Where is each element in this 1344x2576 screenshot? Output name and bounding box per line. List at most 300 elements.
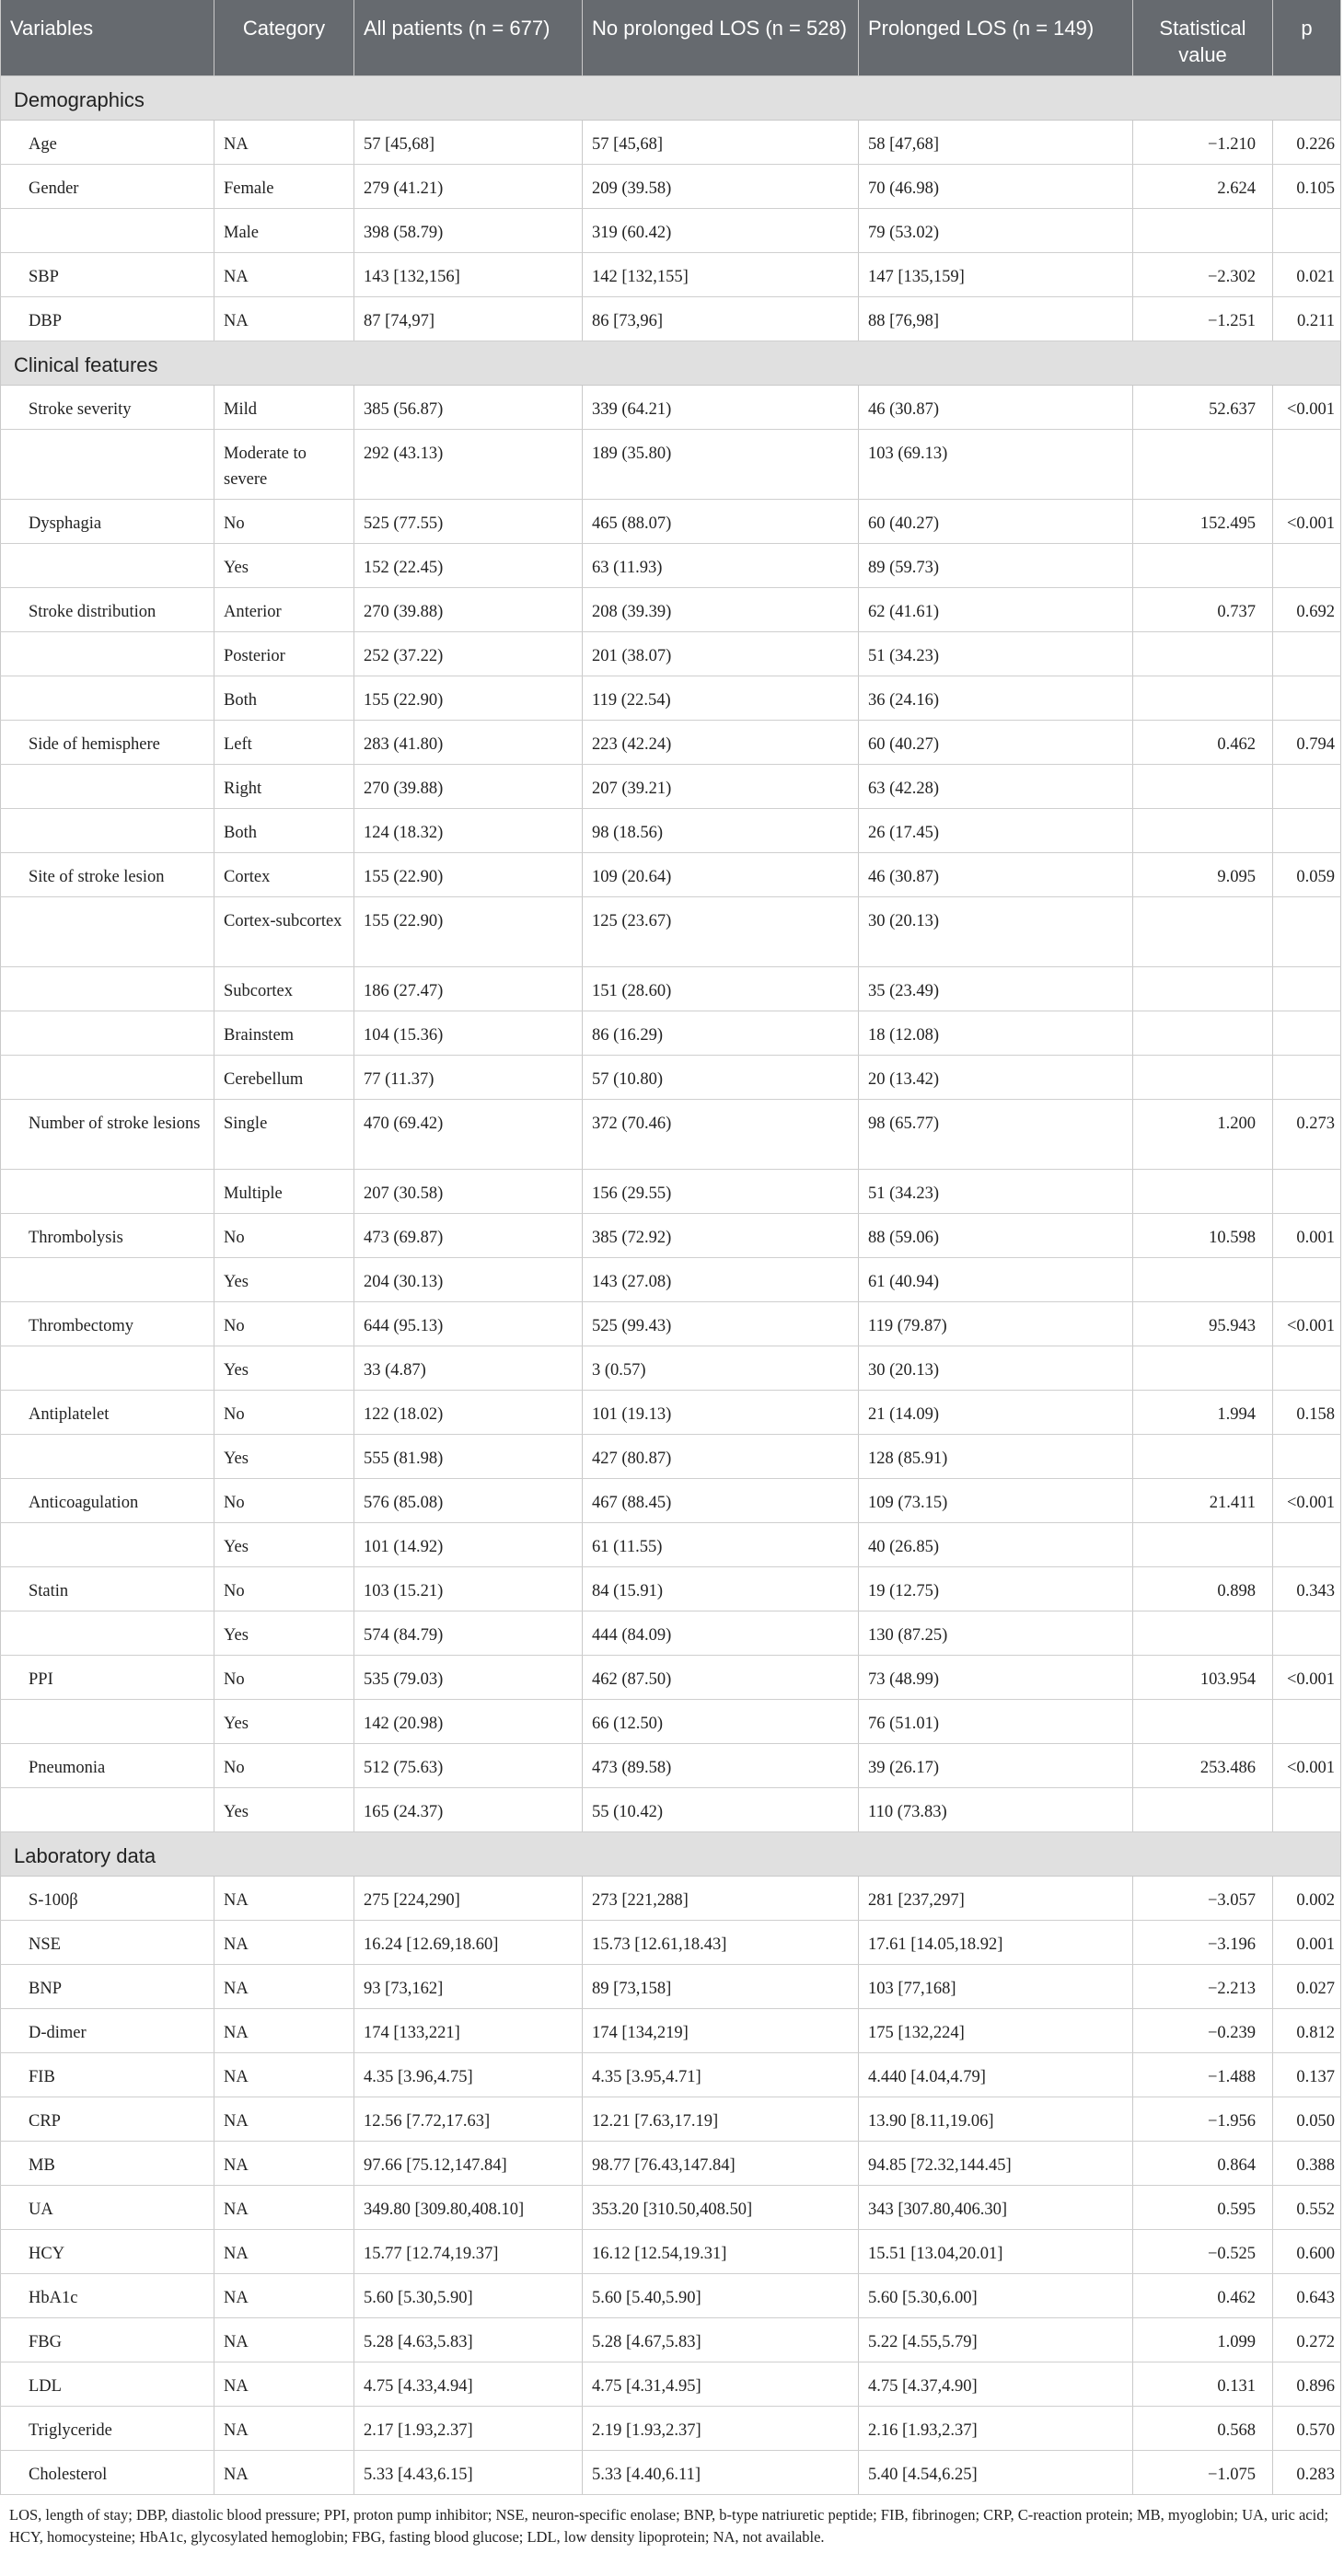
p-value-cell: 0.226: [1273, 121, 1341, 165]
p-value-cell: <0.001: [1273, 1479, 1341, 1523]
table-row: [1, 721, 1341, 765]
all-patients-cell: 104 (15.36): [354, 1011, 583, 1056]
prolonged-los-cell: 147 [135,159]: [859, 253, 1133, 297]
table-row: [1, 2451, 1341, 2495]
p-value-cell: 0.643: [1273, 2274, 1341, 2318]
all-patients-cell: 252 (37.22): [354, 632, 583, 676]
statistical-value-cell: [1133, 1011, 1273, 1056]
no-prolonged-los-cell: 16.12 [12.54,19.31]: [583, 2230, 859, 2274]
prolonged-los-cell: 94.85 [72.32,144.45]: [859, 2142, 1133, 2186]
table-row: [1, 1611, 1341, 1656]
variable-cell: [1, 1700, 214, 1744]
variable-cell: Dysphagia: [1, 500, 214, 544]
category-cell: No: [214, 1656, 354, 1700]
p-value-cell: [1273, 1011, 1341, 1056]
p-value-cell: [1273, 1611, 1341, 1656]
prolonged-los-cell: 88 (59.06): [859, 1214, 1133, 1258]
prolonged-los-cell: 119 (79.87): [859, 1302, 1133, 1346]
statistical-value-cell: 0.864: [1133, 2142, 1273, 2186]
variable-cell: NSE: [1, 1921, 214, 1965]
prolonged-los-cell: 19 (12.75): [859, 1567, 1133, 1611]
p-value-cell: [1273, 897, 1341, 967]
variable-cell: Stroke severity: [1, 386, 214, 430]
header-statistical-value: Statistical value: [1133, 0, 1273, 76]
p-value-cell: 0.896: [1273, 2362, 1341, 2407]
all-patients-cell: 576 (85.08): [354, 1479, 583, 1523]
prolonged-los-cell: 130 (87.25): [859, 1611, 1133, 1656]
prolonged-los-cell: 39 (26.17): [859, 1744, 1133, 1788]
statistical-value-cell: [1133, 897, 1273, 967]
p-value-cell: [1273, 544, 1341, 588]
category-cell: NA: [214, 2142, 354, 2186]
variable-cell: Triglyceride: [1, 2407, 214, 2451]
category-cell: Yes: [214, 544, 354, 588]
category-cell: NA: [214, 1921, 354, 1965]
prolonged-los-cell: 73 (48.99): [859, 1656, 1133, 1700]
category-cell: No: [214, 1302, 354, 1346]
all-patients-cell: 155 (22.90): [354, 853, 583, 897]
table-row: [1, 2230, 1341, 2274]
table-row: [1, 853, 1341, 897]
variable-cell: [1, 897, 214, 967]
p-value-cell: 0.570: [1273, 2407, 1341, 2451]
prolonged-los-cell: 36 (24.16): [859, 676, 1133, 721]
p-value-cell: [1273, 1700, 1341, 1744]
all-patients-cell: 93 [73,162]: [354, 1965, 583, 2009]
no-prolonged-los-cell: 174 [134,219]: [583, 2009, 859, 2053]
category-cell: Yes: [214, 1346, 354, 1391]
statistical-value-cell: 1.099: [1133, 2318, 1273, 2362]
table-row: [1, 1523, 1341, 1567]
no-prolonged-los-cell: 473 (89.58): [583, 1744, 859, 1788]
category-cell: NA: [214, 2230, 354, 2274]
prolonged-los-cell: 5.60 [5.30,6.00]: [859, 2274, 1133, 2318]
variable-cell: SBP: [1, 253, 214, 297]
category-cell: Both: [214, 676, 354, 721]
prolonged-los-cell: 30 (20.13): [859, 897, 1133, 967]
no-prolonged-los-cell: 462 (87.50): [583, 1656, 859, 1700]
all-patients-cell: 4.75 [4.33,4.94]: [354, 2362, 583, 2407]
no-prolonged-los-cell: 385 (72.92): [583, 1214, 859, 1258]
header-p-value: p: [1273, 0, 1341, 76]
p-value-cell: [1273, 1435, 1341, 1479]
all-patients-cell: 155 (22.90): [354, 897, 583, 967]
p-value-cell: 0.211: [1273, 297, 1341, 341]
table-row: [1, 1258, 1341, 1302]
prolonged-los-cell: 175 [132,224]: [859, 2009, 1133, 2053]
statistical-value-cell: 0.568: [1133, 2407, 1273, 2451]
prolonged-los-cell: 15.51 [13.04,20.01]: [859, 2230, 1133, 2274]
variable-cell: [1, 809, 214, 853]
statistical-value-cell: [1133, 967, 1273, 1011]
statistical-value-cell: −0.239: [1133, 2009, 1273, 2053]
category-cell: Moderate to severe: [214, 430, 354, 500]
prolonged-los-cell: 128 (85.91): [859, 1435, 1133, 1479]
all-patients-cell: 275 [224,290]: [354, 1877, 583, 1921]
prolonged-los-cell: 51 (34.23): [859, 632, 1133, 676]
all-patients-cell: 5.33 [4.43,6.15]: [354, 2451, 583, 2495]
table-header-row: [1, 0, 1341, 76]
p-value-cell: 0.283: [1273, 2451, 1341, 2495]
category-cell: No: [214, 1744, 354, 1788]
p-value-cell: [1273, 1346, 1341, 1391]
all-patients-cell: 122 (18.02): [354, 1391, 583, 1435]
header-category: Category: [214, 0, 354, 76]
all-patients-cell: 103 (15.21): [354, 1567, 583, 1611]
variable-cell: Cholesterol: [1, 2451, 214, 2495]
statistical-value-cell: 0.595: [1133, 2186, 1273, 2230]
p-value-cell: 0.273: [1273, 1100, 1341, 1170]
section-title: Demographics: [1, 76, 1341, 121]
prolonged-los-cell: 18 (12.08): [859, 1011, 1133, 1056]
p-value-cell: [1273, 967, 1341, 1011]
statistical-value-cell: [1133, 1523, 1273, 1567]
prolonged-los-cell: 17.61 [14.05,18.92]: [859, 1921, 1133, 1965]
statistical-value-cell: −1.210: [1133, 121, 1273, 165]
category-cell: Yes: [214, 1523, 354, 1567]
table-row: [1, 1302, 1341, 1346]
statistical-value-cell: 0.898: [1133, 1567, 1273, 1611]
header-variables: Variables: [1, 0, 214, 76]
category-cell: No: [214, 1479, 354, 1523]
table-row: [1, 544, 1341, 588]
header-no-prolonged-los: No prolonged LOS (n = 528): [583, 0, 859, 76]
no-prolonged-los-cell: 119 (22.54): [583, 676, 859, 721]
variable-cell: [1, 676, 214, 721]
variable-cell: [1, 544, 214, 588]
p-value-cell: [1273, 1523, 1341, 1567]
no-prolonged-los-cell: 125 (23.67): [583, 897, 859, 967]
no-prolonged-los-cell: 427 (80.87): [583, 1435, 859, 1479]
category-cell: Subcortex: [214, 967, 354, 1011]
variable-cell: CRP: [1, 2097, 214, 2142]
statistical-value-cell: −0.525: [1133, 2230, 1273, 2274]
statistical-value-cell: −2.213: [1133, 1965, 1273, 2009]
category-cell: No: [214, 500, 354, 544]
prolonged-los-cell: 109 (73.15): [859, 1479, 1133, 1523]
p-value-cell: 0.059: [1273, 853, 1341, 897]
variable-cell: LDL: [1, 2362, 214, 2407]
no-prolonged-los-cell: 98 (18.56): [583, 809, 859, 853]
all-patients-cell: 349.80 [309.80,408.10]: [354, 2186, 583, 2230]
variable-cell: [1, 1056, 214, 1100]
category-cell: NA: [214, 1877, 354, 1921]
all-patients-cell: 5.28 [4.63,5.83]: [354, 2318, 583, 2362]
all-patients-cell: 279 (41.21): [354, 165, 583, 209]
no-prolonged-los-cell: 209 (39.58): [583, 165, 859, 209]
all-patients-cell: 16.24 [12.69,18.60]: [354, 1921, 583, 1965]
category-cell: NA: [214, 2009, 354, 2053]
header-all-patients: All patients (n = 677): [354, 0, 583, 76]
no-prolonged-los-cell: 467 (88.45): [583, 1479, 859, 1523]
p-value-cell: [1273, 809, 1341, 853]
all-patients-cell: 525 (77.55): [354, 500, 583, 544]
p-value-cell: <0.001: [1273, 386, 1341, 430]
section-title: Clinical features: [1, 341, 1341, 386]
section-header-row: [1, 76, 1341, 121]
category-cell: Yes: [214, 1700, 354, 1744]
p-value-cell: <0.001: [1273, 1656, 1341, 1700]
prolonged-los-cell: 30 (20.13): [859, 1346, 1133, 1391]
table-row: [1, 121, 1341, 165]
prolonged-los-cell: 46 (30.87): [859, 386, 1133, 430]
no-prolonged-los-cell: 339 (64.21): [583, 386, 859, 430]
variable-cell: FBG: [1, 2318, 214, 2362]
all-patients-cell: 87 [74,97]: [354, 297, 583, 341]
table-row: [1, 2186, 1341, 2230]
table-row: [1, 2318, 1341, 2362]
category-cell: No: [214, 1214, 354, 1258]
no-prolonged-los-cell: 89 [73,158]: [583, 1965, 859, 2009]
prolonged-los-cell: 110 (73.83): [859, 1788, 1133, 1832]
all-patients-cell: 385 (56.87): [354, 386, 583, 430]
variable-cell: [1, 1011, 214, 1056]
category-cell: Mild: [214, 386, 354, 430]
category-cell: No: [214, 1391, 354, 1435]
all-patients-cell: 4.35 [3.96,4.75]: [354, 2053, 583, 2097]
prolonged-los-cell: 5.40 [4.54,6.25]: [859, 2451, 1133, 2495]
table-row: [1, 2097, 1341, 2142]
p-value-cell: 0.027: [1273, 1965, 1341, 2009]
p-value-cell: [1273, 765, 1341, 809]
variable-cell: DBP: [1, 297, 214, 341]
no-prolonged-los-cell: 86 [73,96]: [583, 297, 859, 341]
all-patients-cell: 512 (75.63): [354, 1744, 583, 1788]
category-cell: Single: [214, 1100, 354, 1170]
prolonged-los-cell: 61 (40.94): [859, 1258, 1133, 1302]
no-prolonged-los-cell: 15.73 [12.61,18.43]: [583, 1921, 859, 1965]
no-prolonged-los-cell: 3 (0.57): [583, 1346, 859, 1391]
prolonged-los-cell: 79 (53.02): [859, 209, 1133, 253]
no-prolonged-los-cell: 444 (84.09): [583, 1611, 859, 1656]
table-row: [1, 588, 1341, 632]
prolonged-los-cell: 13.90 [8.11,19.06]: [859, 2097, 1133, 2142]
variable-cell: Gender: [1, 165, 214, 209]
category-cell: NA: [214, 2451, 354, 2495]
all-patients-cell: 165 (24.37): [354, 1788, 583, 1832]
category-cell: NA: [214, 253, 354, 297]
variable-cell: Antiplatelet: [1, 1391, 214, 1435]
statistical-value-cell: 0.462: [1133, 721, 1273, 765]
all-patients-cell: 644 (95.13): [354, 1302, 583, 1346]
prolonged-los-cell: 20 (13.42): [859, 1056, 1133, 1100]
variable-cell: Site of stroke lesion: [1, 853, 214, 897]
prolonged-los-cell: 98 (65.77): [859, 1100, 1133, 1170]
all-patients-cell: 77 (11.37): [354, 1056, 583, 1100]
prolonged-los-cell: 60 (40.27): [859, 500, 1133, 544]
all-patients-cell: 292 (43.13): [354, 430, 583, 500]
no-prolonged-los-cell: 84 (15.91): [583, 1567, 859, 1611]
category-cell: NA: [214, 2053, 354, 2097]
category-cell: NA: [214, 2186, 354, 2230]
statistical-value-cell: −3.057: [1133, 1877, 1273, 1921]
no-prolonged-los-cell: 4.35 [3.95,4.71]: [583, 2053, 859, 2097]
variable-cell: S-100β: [1, 1877, 214, 1921]
p-value-cell: <0.001: [1273, 1744, 1341, 1788]
all-patients-cell: 155 (22.90): [354, 676, 583, 721]
all-patients-cell: 2.17 [1.93,2.37]: [354, 2407, 583, 2451]
no-prolonged-los-cell: 353.20 [310.50,408.50]: [583, 2186, 859, 2230]
statistical-value-cell: 95.943: [1133, 1302, 1273, 1346]
prolonged-los-cell: 5.22 [4.55,5.79]: [859, 2318, 1133, 2362]
statistical-value-cell: 0.462: [1133, 2274, 1273, 2318]
no-prolonged-los-cell: 57 (10.80): [583, 1056, 859, 1100]
p-value-cell: [1273, 430, 1341, 500]
prolonged-los-cell: 103 (69.13): [859, 430, 1133, 500]
table-row: [1, 1435, 1341, 1479]
table-row: [1, 676, 1341, 721]
all-patients-cell: 33 (4.87): [354, 1346, 583, 1391]
p-value-cell: 0.001: [1273, 1921, 1341, 1965]
all-patients-cell: 207 (30.58): [354, 1170, 583, 1214]
table-row: [1, 1170, 1341, 1214]
p-value-cell: 0.272: [1273, 2318, 1341, 2362]
variable-cell: Age: [1, 121, 214, 165]
no-prolonged-los-cell: 201 (38.07): [583, 632, 859, 676]
table-row: [1, 809, 1341, 853]
category-cell: Multiple: [214, 1170, 354, 1214]
statistical-value-cell: 253.486: [1133, 1744, 1273, 1788]
table-row: [1, 967, 1341, 1011]
statistical-value-cell: 52.637: [1133, 386, 1273, 430]
no-prolonged-los-cell: 101 (19.13): [583, 1391, 859, 1435]
all-patients-cell: 12.56 [7.72,17.63]: [354, 2097, 583, 2142]
category-cell: Yes: [214, 1611, 354, 1656]
category-cell: NA: [214, 1965, 354, 2009]
category-cell: Yes: [214, 1435, 354, 1479]
variable-cell: FIB: [1, 2053, 214, 2097]
table-row: [1, 386, 1341, 430]
p-value-cell: [1273, 632, 1341, 676]
prolonged-los-cell: 343 [307.80,406.30]: [859, 2186, 1133, 2230]
category-cell: Brainstem: [214, 1011, 354, 1056]
no-prolonged-los-cell: 151 (28.60): [583, 967, 859, 1011]
table-row: [1, 2274, 1341, 2318]
table-row: [1, 1056, 1341, 1100]
statistical-value-cell: 10.598: [1133, 1214, 1273, 1258]
table-row: [1, 165, 1341, 209]
table-row: [1, 1214, 1341, 1258]
table-row: [1, 2407, 1341, 2451]
variable-cell: [1, 1258, 214, 1302]
statistical-value-cell: −1.488: [1133, 2053, 1273, 2097]
statistical-value-cell: [1133, 1258, 1273, 1302]
table-row: [1, 1346, 1341, 1391]
prolonged-los-cell: 40 (26.85): [859, 1523, 1133, 1567]
p-value-cell: 0.137: [1273, 2053, 1341, 2097]
no-prolonged-los-cell: 12.21 [7.63,17.19]: [583, 2097, 859, 2142]
statistical-value-cell: 9.095: [1133, 853, 1273, 897]
prolonged-los-cell: 63 (42.28): [859, 765, 1133, 809]
table-row: [1, 2362, 1341, 2407]
statistical-value-cell: [1133, 809, 1273, 853]
table-row: [1, 500, 1341, 544]
statistical-value-cell: [1133, 1611, 1273, 1656]
variable-cell: [1, 1788, 214, 1832]
variable-cell: PPI: [1, 1656, 214, 1700]
table-row: [1, 1479, 1341, 1523]
table-row: [1, 1100, 1341, 1170]
all-patients-cell: 535 (79.03): [354, 1656, 583, 1700]
statistical-value-cell: −1.956: [1133, 2097, 1273, 2142]
category-cell: NA: [214, 297, 354, 341]
category-cell: NA: [214, 2097, 354, 2142]
no-prolonged-los-cell: 5.60 [5.40,5.90]: [583, 2274, 859, 2318]
variable-cell: Stroke distribution: [1, 588, 214, 632]
table-row: [1, 1011, 1341, 1056]
all-patients-cell: 5.60 [5.30,5.90]: [354, 2274, 583, 2318]
no-prolonged-los-cell: 223 (42.24): [583, 721, 859, 765]
no-prolonged-los-cell: 98.77 [76.43,147.84]: [583, 2142, 859, 2186]
no-prolonged-los-cell: 372 (70.46): [583, 1100, 859, 1170]
no-prolonged-los-cell: 57 [45,68]: [583, 121, 859, 165]
section-header-row: [1, 341, 1341, 386]
category-cell: Yes: [214, 1788, 354, 1832]
category-cell: Cortex-subcortex: [214, 897, 354, 967]
p-value-cell: <0.001: [1273, 1302, 1341, 1346]
variable-cell: [1, 1170, 214, 1214]
table-body: [1, 76, 1341, 2495]
p-value-cell: 0.552: [1273, 2186, 1341, 2230]
prolonged-los-cell: 2.16 [1.93,2.37]: [859, 2407, 1133, 2451]
table-row: [1, 253, 1341, 297]
prolonged-los-cell: 4.440 [4.04,4.79]: [859, 2053, 1133, 2097]
all-patients-cell: 555 (81.98): [354, 1435, 583, 1479]
variable-cell: [1, 632, 214, 676]
all-patients-cell: 204 (30.13): [354, 1258, 583, 1302]
table-row: [1, 1391, 1341, 1435]
variable-cell: Side of hemisphere: [1, 721, 214, 765]
variable-cell: Number of stroke lesions: [1, 1100, 214, 1170]
p-value-cell: [1273, 1170, 1341, 1214]
category-cell: NA: [214, 2362, 354, 2407]
p-value-cell: <0.001: [1273, 500, 1341, 544]
prolonged-los-cell: 58 [47,68]: [859, 121, 1133, 165]
p-value-cell: [1273, 676, 1341, 721]
statistical-value-cell: −2.302: [1133, 253, 1273, 297]
no-prolonged-los-cell: 2.19 [1.93,2.37]: [583, 2407, 859, 2451]
statistical-value-cell: [1133, 1056, 1273, 1100]
all-patients-cell: 270 (39.88): [354, 765, 583, 809]
category-cell: NA: [214, 2274, 354, 2318]
statistical-value-cell: [1133, 430, 1273, 500]
statistical-value-cell: [1133, 1435, 1273, 1479]
table-row: [1, 297, 1341, 341]
category-cell: NA: [214, 2318, 354, 2362]
statistical-value-cell: 152.495: [1133, 500, 1273, 544]
all-patients-cell: 283 (41.80): [354, 721, 583, 765]
table-row: [1, 1921, 1341, 1965]
table-row: [1, 2009, 1341, 2053]
variable-cell: [1, 1611, 214, 1656]
statistical-value-cell: 21.411: [1133, 1479, 1273, 1523]
all-patients-cell: 142 (20.98): [354, 1700, 583, 1744]
no-prolonged-los-cell: 525 (99.43): [583, 1302, 859, 1346]
table-row: [1, 1744, 1341, 1788]
all-patients-cell: 101 (14.92): [354, 1523, 583, 1567]
variable-cell: HCY: [1, 2230, 214, 2274]
statistical-value-cell: [1133, 676, 1273, 721]
statistical-value-cell: [1133, 632, 1273, 676]
variable-cell: [1, 967, 214, 1011]
statistical-value-cell: [1133, 209, 1273, 253]
table-row: [1, 2142, 1341, 2186]
p-value-cell: 0.001: [1273, 1214, 1341, 1258]
table-row: [1, 1567, 1341, 1611]
table-row: [1, 1788, 1341, 1832]
p-value-cell: [1273, 1788, 1341, 1832]
variable-cell: Thrombectomy: [1, 1302, 214, 1346]
